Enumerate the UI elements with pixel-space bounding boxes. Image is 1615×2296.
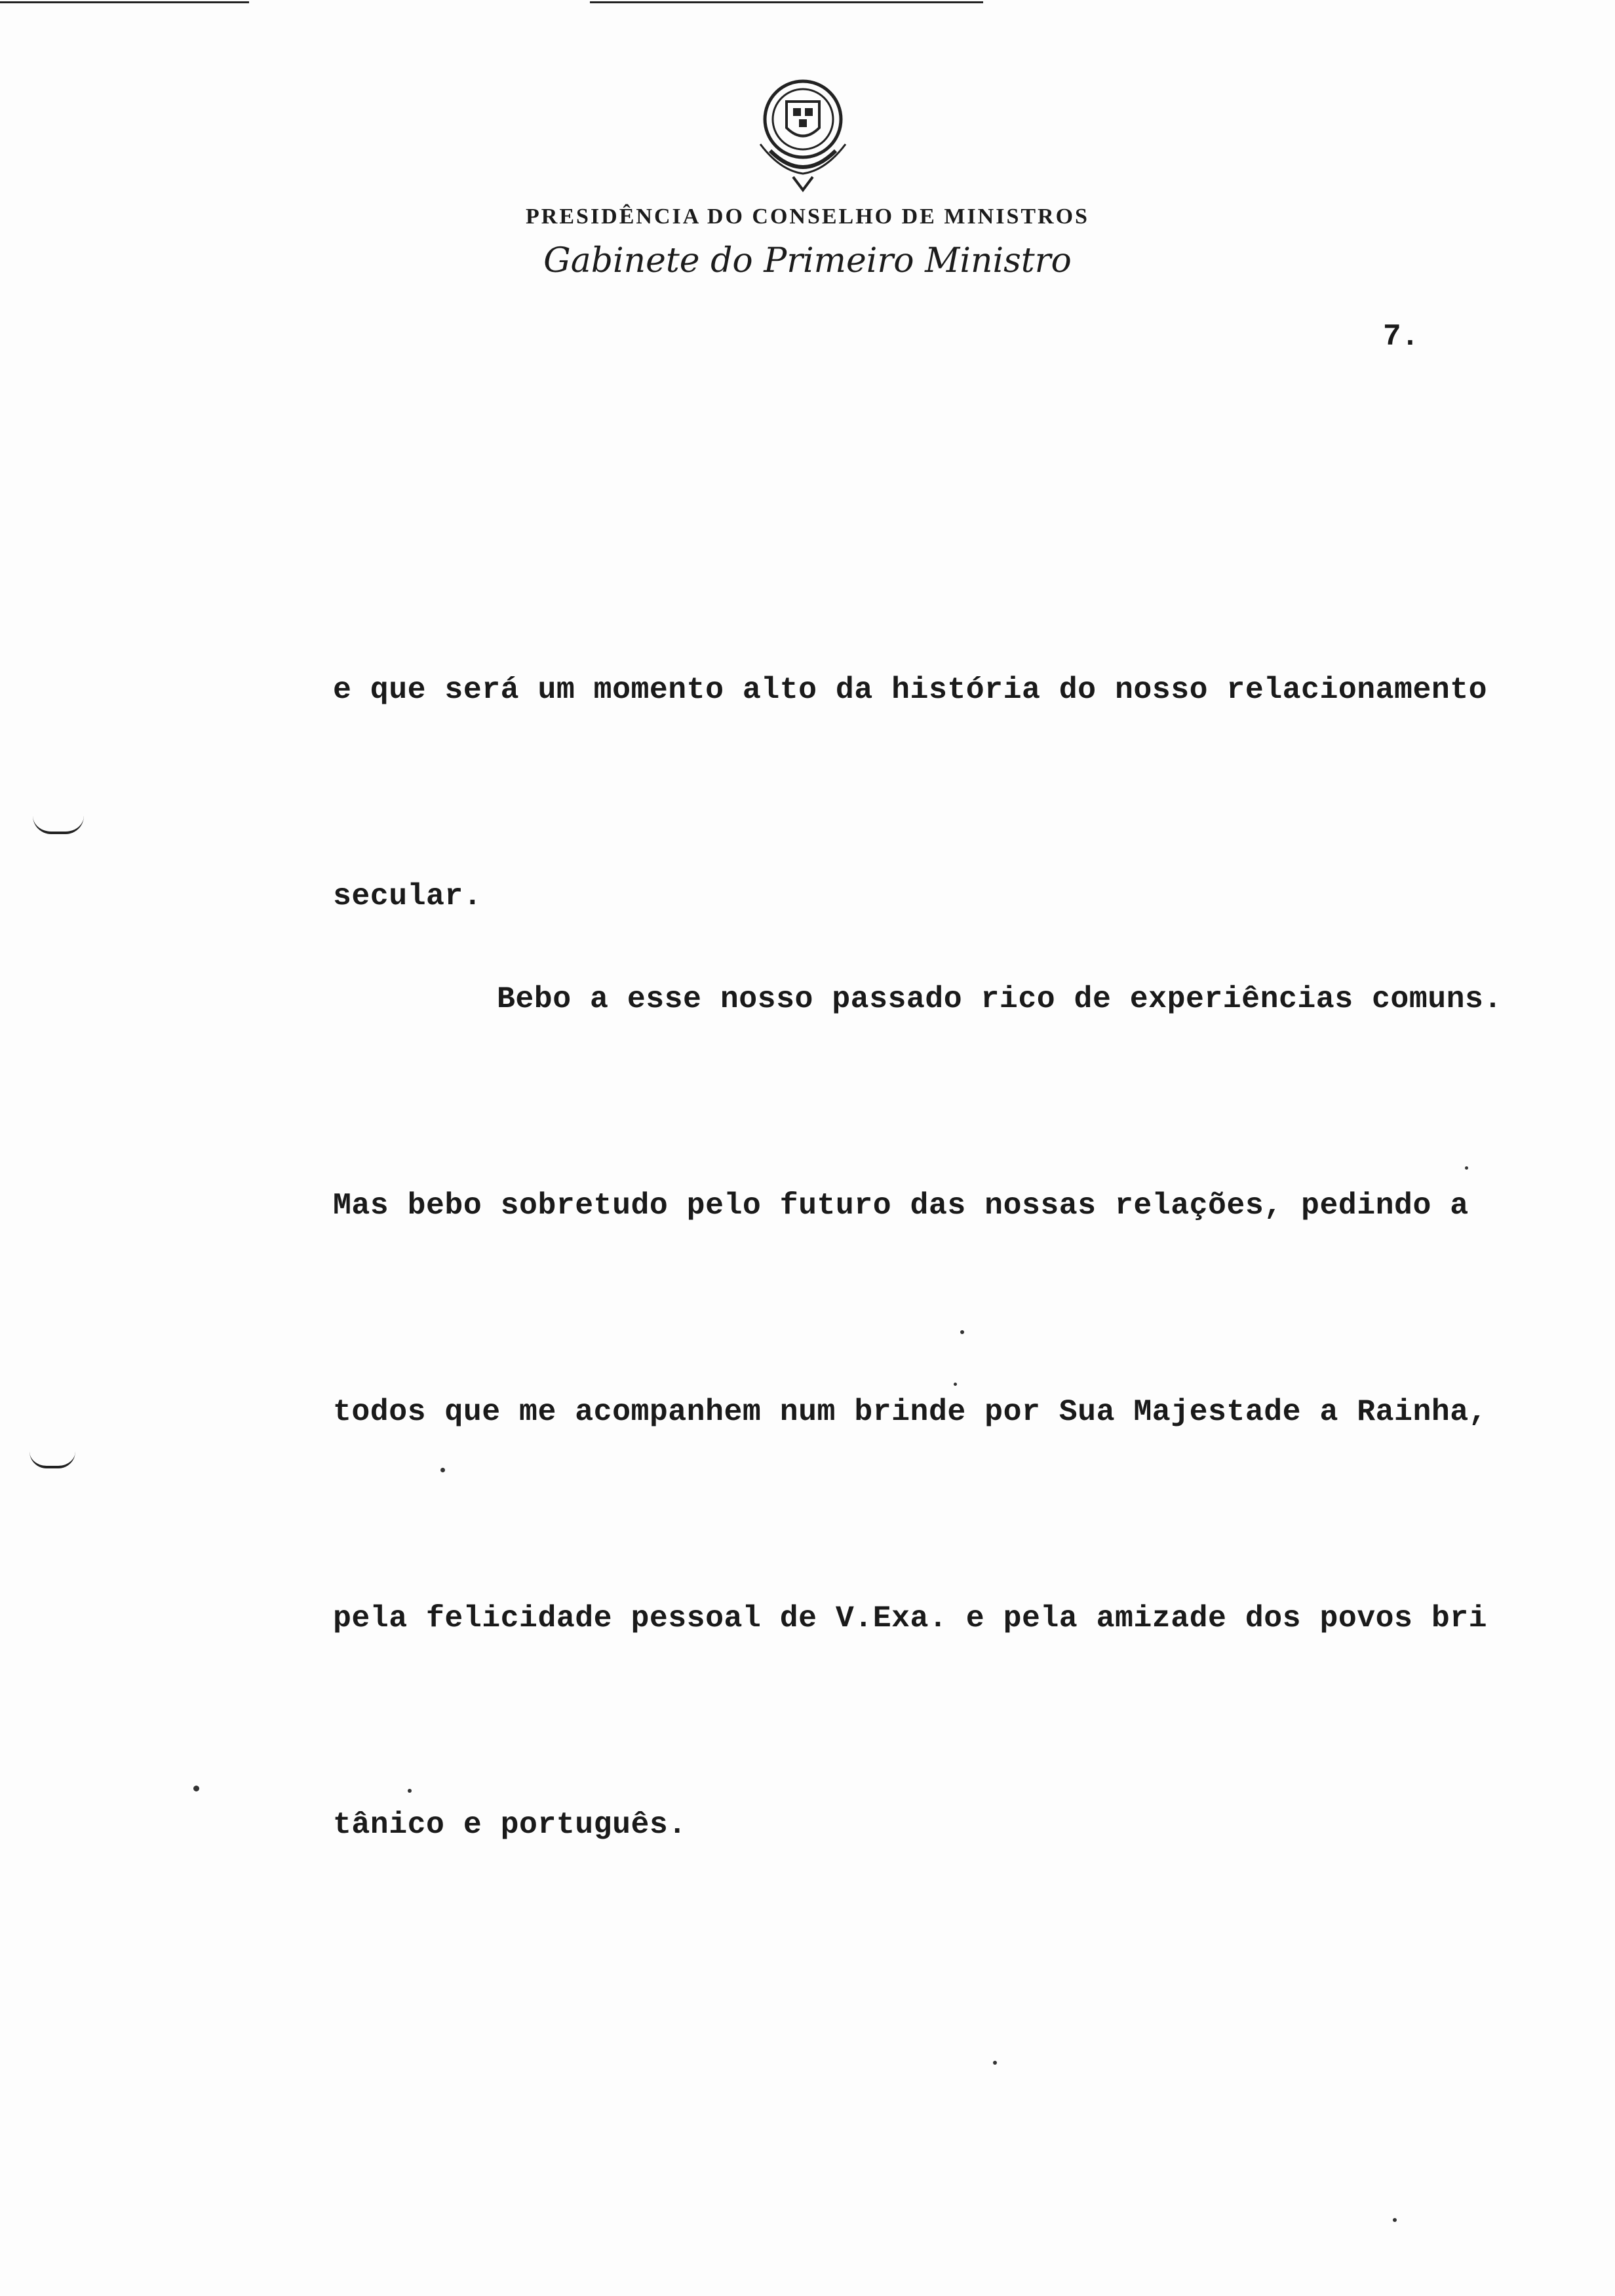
paragraph bbox=[333, 827, 1578, 1997]
text-line: secular. bbox=[333, 879, 482, 913]
scan-speck bbox=[954, 1383, 957, 1386]
text-line: Bebo a esse nosso passado rico de experiências comuns. bbox=[497, 982, 1502, 1016]
scan-speck bbox=[1465, 1166, 1468, 1170]
scan-punch-mark bbox=[33, 816, 84, 834]
page-number: 7. bbox=[1383, 320, 1420, 354]
text-line: todos que me acompanhem num brinde por Sua Majestade a Rainha, bbox=[333, 1394, 1488, 1429]
scan-speck bbox=[1393, 2218, 1397, 2222]
text-line: pela felicidade pessoal de V.Exa. e pela amizade dos povos bri bbox=[333, 1601, 1488, 1636]
text-line: tânico e português. bbox=[333, 1807, 687, 1842]
scan-speck bbox=[960, 1330, 964, 1334]
scan-edge-line bbox=[0, 1, 249, 3]
scan-speck bbox=[440, 1468, 445, 1472]
scan-speck bbox=[193, 1786, 199, 1791]
coat-of-arms-icon bbox=[741, 72, 865, 197]
letterhead-title: PRESIDÊNCIA DO CONSELHO DE MINISTROS bbox=[526, 204, 1089, 229]
scan-speck bbox=[993, 2061, 997, 2065]
letterhead-subtitle: Gabinete do Primeiro Ministro bbox=[543, 241, 1072, 280]
text-line: e que será um momento alto da história do nosso relacionamento bbox=[333, 672, 1488, 707]
scan-speck bbox=[408, 1789, 412, 1793]
scan-edge-line bbox=[590, 1, 983, 3]
scan-punch-mark bbox=[29, 1451, 75, 1468]
text-line: Mas bebo sobretudo pelo futuro das nossas relações, pedindo a bbox=[333, 1188, 1469, 1223]
